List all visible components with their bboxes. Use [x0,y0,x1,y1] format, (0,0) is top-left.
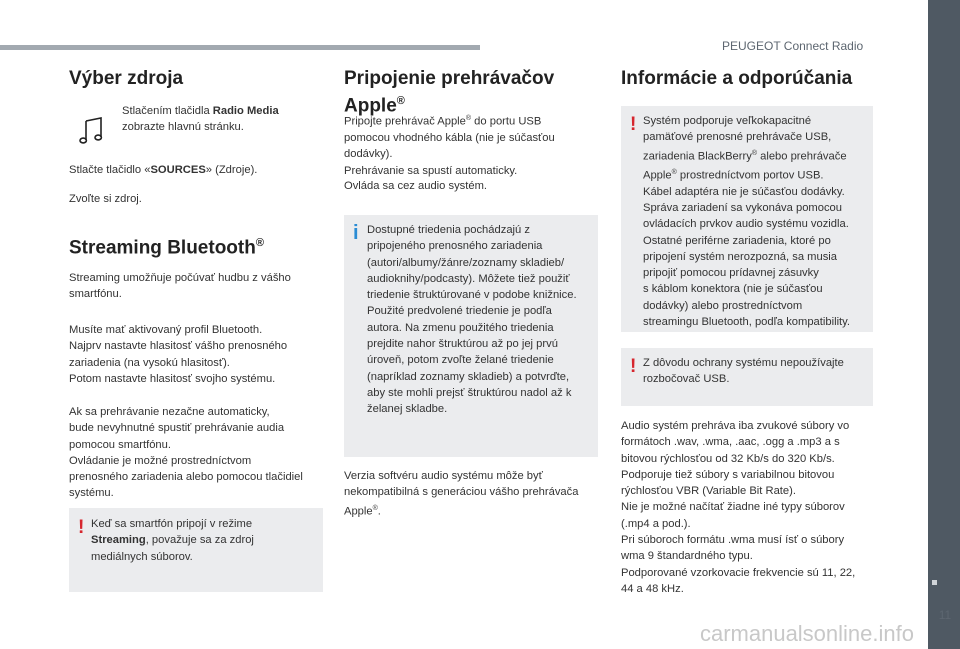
warning-icon: ! [630,114,637,135]
sorting-info-text: Dostupné triedenia pochádzajú z pripojeného prenosného zariadenia (autori/albumy/žánre/zoznamy skladieb/ audioknihy/podcasty). Môžete tiež použiť triedenie štruktúrované v podobe knižnice. Použité predvolené triedenie je podľa autora. Na zmenu použitého triedenia prejdite nahor štruktúrou až po jej prvú úroveň, potom zvoľte želané triedenie (napríklad zoznamy skladieb) a potvrďte, aby ste mohli prejsť štruktúrou nadol až k želanej skladbe. [367,224,577,416]
streaming-warning-box [69,508,323,592]
hub-warning-box [621,348,873,406]
apple-paragraph-1: Pripojte prehrávač Apple® do portu USB pomocou vhodného kábla (nie je súčasťou dodávky). Prehrávanie sa spustí automaticky. [344,115,555,177]
running-header: PEUGEOT Connect Radio [722,39,864,53]
hub-warning-text: Z dôvodu ochrany systému nepoužívajte rozbočovač USB. [643,357,844,386]
streaming-warning-text: Keď sa smartfón pripojí v režime Streaming, považuje sa za zdroj mediálnych súborov. [91,518,254,563]
info-title: Informácie a odporúčania [621,68,853,89]
bluetooth-paragraph-1: Streaming umožňuje počúvať hudbu z vášho smartfónu. [69,272,291,301]
apple-title: Pripojenie prehrávačov Apple® [344,68,555,117]
usb-warning-box [621,106,873,332]
radio-media-label: Radio Media [212,105,279,117]
bluetooth-title: Streaming Bluetooth® [69,237,264,259]
source-title: Výber zdroja [69,68,184,89]
sources-label: SOURCES [150,164,206,176]
bluetooth-paragraph-2: Musíte mať aktivovaný profil Bluetooth. Najprv nastavte hlasitosť vášho prenosného zariadenia (na vysokú hlasitosť). Potom nastavte hlasitosť svojho systému. [69,324,288,385]
page-marker [932,580,937,585]
page-number: 11 [938,608,952,622]
sorting-info-box [344,215,598,457]
apple-paragraph-3: Verzia softvéru audio systému môže byť nekompatibilná s generáciou vášho prehrávača Apple®. [344,470,579,518]
bluetooth-paragraph-3: Ak sa prehrávanie nezačne automaticky, bude nevyhnutné spustiť prehrávanie audia pomocou smartfónu. Ovládanie je možné prostredníctvom prenosného zariadenia alebo pomocou tlačidiel systému. [69,406,303,500]
info-icon: i [353,222,359,244]
music-note-icon [79,117,103,145]
warning-icon: ! [78,517,85,538]
top-rule [0,45,480,50]
apple-paragraph-2: Ovláda sa cez audio systém. [344,180,488,192]
warning-icon: ! [630,356,637,377]
page-edge-bar [928,0,960,649]
formats-paragraph: Audio systém prehráva iba zvukové súbory vo formátoch .wav, .wma, .aac, .ogg a .mp3 a s bitovou rýchlosťou od 32 Kb/s do 320 Kb/s. Podporuje tiež súbory s variabilnou bitovou rýchlosťou VBR (Variable Bit Rate). Nie je možné načítať žiadne iné typy súborov (.mp4 a pod.). Pri súboroch formátu .wma musí ísť o súbory wma 9 štandardného typu. Podporované vzorkovacie frekvencie sú 11, 22, 44 a 48 kHz. [621,420,856,595]
watermark: carmanualsonline.info [699,621,914,646]
usb-warning-text: Systém podporuje veľkokapacitné pamäťové prenosné prehrávače USB, zariadenia BlackBerry® alebo prehrávače Apple® prostredníctvom portov USB. Kábel adaptéra nie je súčasťou dodávky. Správa zariadení sa vykonáva pomocou ovládacích prvkov audio systému vozidla. Ostatné periférne zariadenia, ktoré po pripojení systém nerozpozná, sa musia pripojiť pomocou prídavnej zásuvky s káblom konektora (nie je súčasťou dodávky) alebo prostredníctvom streamingu Bluetooth, podľa kompatibility. [643,115,851,329]
source-paragraph-3: Zvoľte si zdroj. [69,193,142,205]
source-paragraph-2: Stlačte tlačidlo «SOURCES» (Zdroje). [69,164,258,176]
source-paragraph-1: Stlačením tlačidla Radio Media zobrazte hlavnú stránku. [122,105,279,134]
